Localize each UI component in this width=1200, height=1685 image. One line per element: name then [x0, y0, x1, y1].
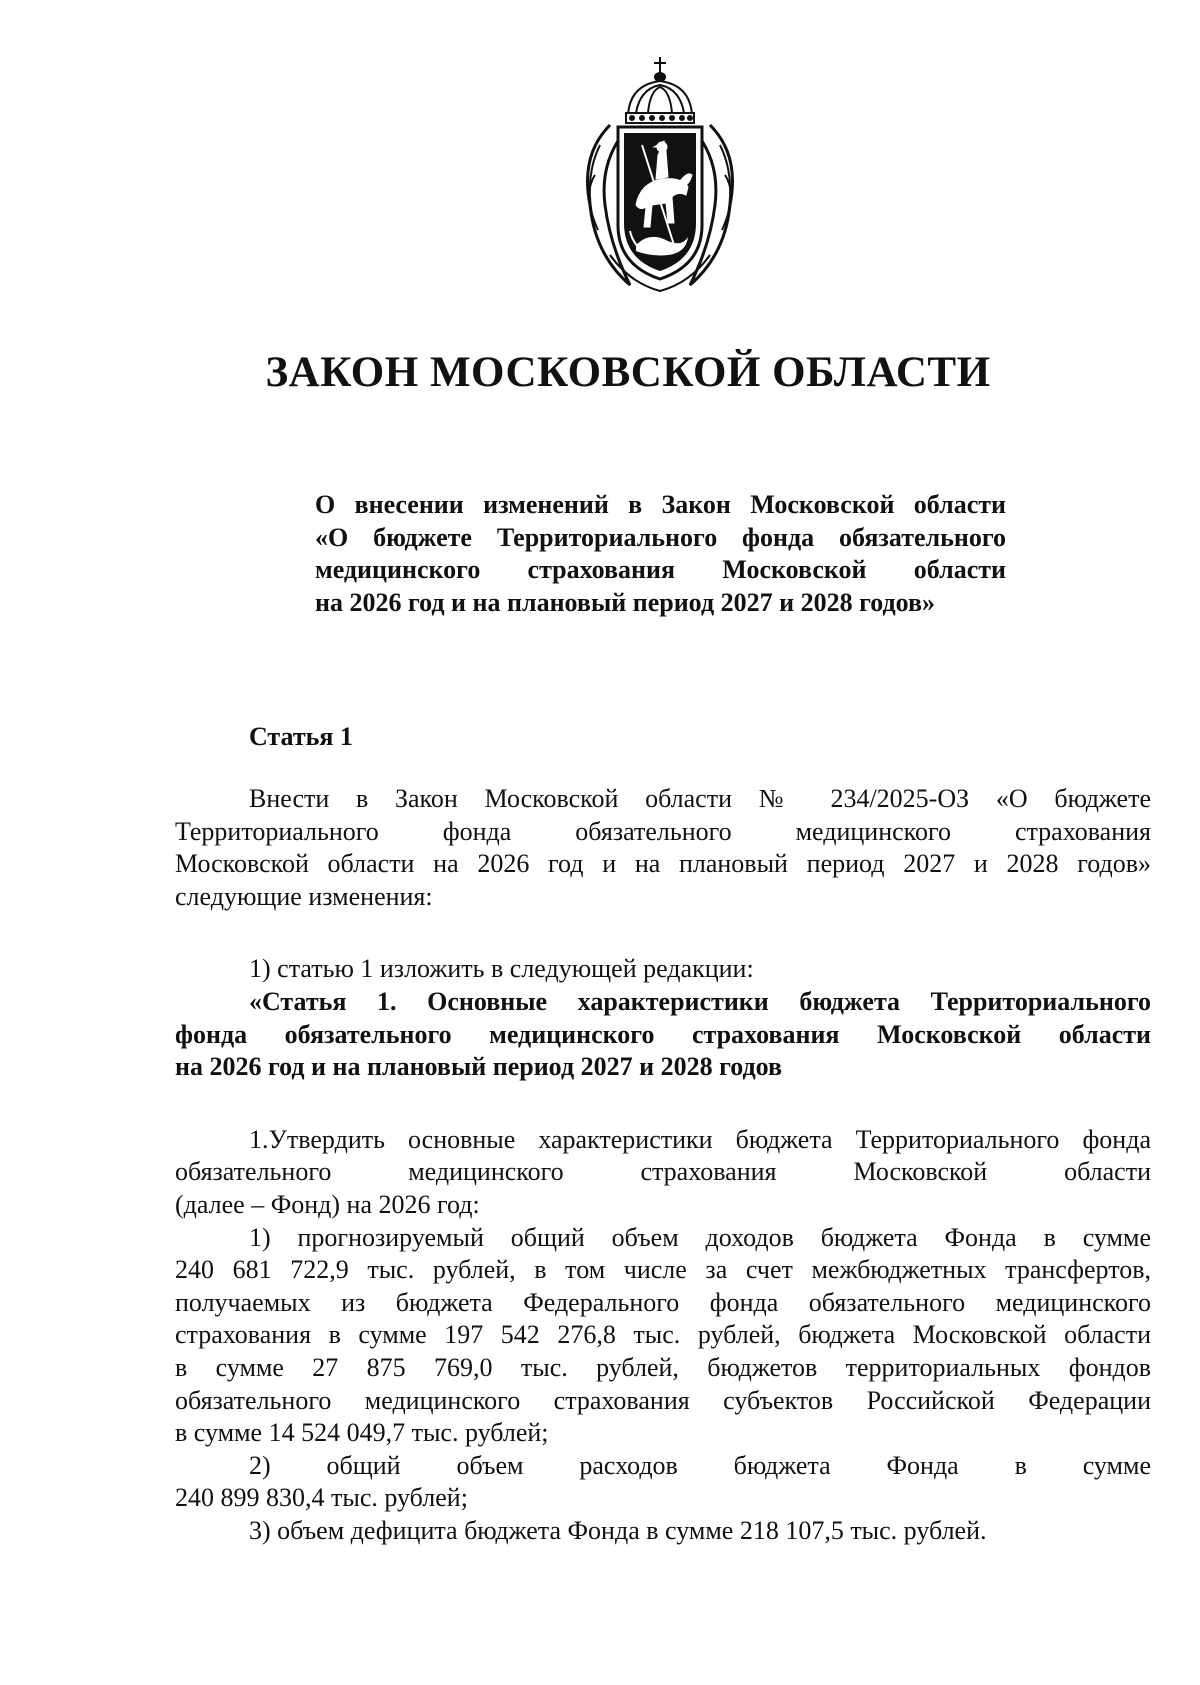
point-1-line: обязательного медицинского страхования Московской области [175, 1157, 1151, 1187]
subject-line: О внесении изменений в Закон Московской области [315, 490, 1006, 519]
law-title: ЗАКОН МОСКОВСКОЙ ОБЛАСТИ [265, 349, 991, 396]
article-body [175, 783, 1151, 1547]
subpoint-3-line: 3) объем дефицита бюджета Фонда в сумме 218 107,5 тыс. рублей. [249, 1515, 987, 1545]
intro-line: следующие изменения: [175, 881, 433, 911]
subject-line: «О бюджете Территориального фонда обязательного [315, 522, 1006, 552]
item-1: 1) статью 1 изложить в следующей редакции: [249, 954, 754, 984]
intro-line: Территориального фонда обязательного медицинского страхования [175, 816, 1151, 846]
subject-line: медицинского страхования Московской области [315, 555, 1006, 585]
subpoint-1-line: в сумме 14 524 049,7 тыс. рублей; [175, 1418, 549, 1448]
quoted-heading-line: на 2026 год и на плановый период 2027 и 2028 годов [175, 1052, 783, 1082]
subpoint-1-line: получаемых из бюджета Федерального фонда обязательного медицинского [175, 1287, 1151, 1317]
subpoint-1-line: в сумме 27 875 769,0 тыс. рублей, бюджетов территориальных фондов [175, 1352, 1151, 1382]
intro-line: Внести в Закон Московской области № 234/2025-ОЗ «О бюджете [249, 784, 1151, 813]
subpoint-1-line: 240 681 722,9 тыс. рублей, в том числе за счет межбюджетных трансфертов, [175, 1255, 1151, 1285]
coat-of-arms-emblem [570, 55, 750, 295]
subpoint-1-line: обязательного медицинского страхования субъектов Российской Федерации [175, 1385, 1151, 1415]
subpoint-2-line: 2) общий объем расходов бюджета Фонда в сумме [249, 1450, 1151, 1480]
point-1-line: (далее – Фонд) на 2026 год: [175, 1189, 480, 1219]
intro-line: Московской области на 2026 год и на плановый период 2027 и 2028 годов» [175, 849, 1151, 879]
quoted-heading-line: фонда обязательного медицинского страхования Московской области [175, 1019, 1151, 1049]
subpoint-1-line: страхования в сумме 197 542 276,8 тыс. рублей, бюджета Московской области [175, 1320, 1151, 1350]
article-heading: Статья 1 [249, 722, 353, 751]
quoted-heading-line: «Статья 1. Основные характеристики бюджета Территориального [249, 986, 1151, 1016]
subpoint-2-line: 240 899 830,4 тыс. рублей; [175, 1483, 468, 1513]
point-1-line: 1.Утвердить основные характеристики бюджета Территориального фонда [249, 1124, 1151, 1154]
subpoint-1-line: 1) прогнозируемый общий объем доходов бюджета Фонда в сумме [249, 1222, 1151, 1252]
subject-line: на 2026 год и на плановый период 2027 и 2028 годов» [315, 587, 936, 617]
law-subject [315, 488, 1006, 618]
